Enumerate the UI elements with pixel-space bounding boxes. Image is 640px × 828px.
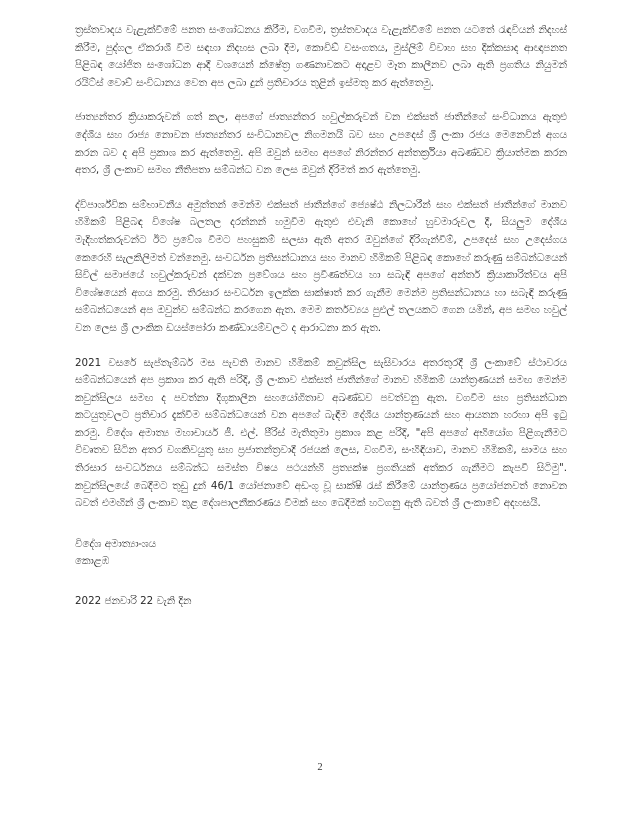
- signature-block: [75, 536, 567, 571]
- body-paragraph-1: ත්‍රස්තවාදය වැළැක්වීමේ පනත සංශෝධනය කිරීම, වගවීම, ත්‍රස්තවාදය වැළැක්වීමේ පනත යටතේ රැඳවියන් නිදහස් කිරීම, පුද්ගල ඒකරාශී වීම සඳහා නිදහස ලබා දීම, කොවිඩ් වසංගතය, මුස්ලිම් විවාහ සහ දික්කසාද ආඥාපනත පිළිබඳ යෝජිත සංශෝධන ආදී වශයෙන් ක්ෂේත්‍ර ගණනාවකට අදාළව මෑත කාලීනව ලබා ඇති ප්‍රගතිය නියුමන් රයිට්ස් වොච් සංවිධානය වෙත අප ලබා දුන් ප්‍රතිචාරය තුළින් ඉස්මතු කර ඇත්තෙමු.: [75, 24, 567, 89]
- body-paragraph-3: ද්විපාර්ශ්වික සම්භාවනීය අමුත්තන් මෙන්ම එක්සත් ජාතීන්ගේ ජ්‍යෙෂ්ඨ නිලධාරීන් සහ එක්සත් ජාතීන්ගේ මානව හිමිකම් පිළිබඳ විශේෂ බලතල දරන්නන් හමුවීම ඇතුළු එවැනි කොහේ හුවමාරුවල දී, සියලුම දේශීය මැදිහත්කරුවන්ට ඊට ප්‍රවේශ වීමට පහසුකම් සලසා ඇති අතර ඔවුන්ගේ දිරිගැන්වීම්, උපදෙස් සහ උදෙස්ගය කෙරෙහි සැලකිලිමත් වන්නෙමු. සංවර්ධන ප්‍රතිසන්ධානය සහ මානව හිමිකම් පිළිබඳ කොහේ කරුණු සම්බන්ධයෙන් සිවිල් සමාජයේ හවුල්කරුවන් දක්වන ප්‍රවේශය සහ ප්‍රවීණත්වය හා සබැඳි අපගේ අන්තර් ක්‍රියාකාරිත්වය අපි විශේෂයෙන් අගය කරමු. තිරසාර සංවර්ධන ඉලක්ක සාක්ෂාත් කර ගැනීම මෙන්ම ප්‍රතිසන්ධානය හා සබැඳි කරුණු සම්බන්ධයෙන් අප ඔවුන්ව සම්බන්ධ කරගෙන ඇත. මෙම කර්තව්‍යය පුළුල් තලයකට ගෙන යමින්, අප සමඟ හවුල් වන ලෙස ශ්‍රී ලාංකික ඩයස්පෝරා කණ්ඩායම්වලට ද ආරාධනා කර ඇත.: [75, 198, 567, 334]
- body-paragraph-2: ජාත්‍යන්තර ක්‍රියාකරුවන් ගත් කල, අපගේ ජාත්‍යන්තර හවුල්කරුවන් වන එක්සත් ජාතීන්ගේ සංවිධානය ඇතුළු දේශීය සහ රාජ්‍ය නොවන ජාත්‍යන්තර සංවිධානවල නිගමනයි බව සහ උපදෙස් ශ්‍රී ලංකා රජය මෙනෙවින් අගය කරන බව ද අපි ප්‍රකාශ කර ඇත්තෙමු. අපි ඔවුන් සමඟ අපගේ නිරන්තර අන්තර්ක්‍රියා අඛණ්ඩව ක්‍රියාත්මක කරන අතර, ශ්‍රී ලංකාව සමඟ නීතිපතා සම්බන්ධ වන ලෙස ඔවුන් දිරිමත් කර ඇත්තෙමු.: [75, 111, 567, 177]
- body-paragraph-4: 2021 වසරේ සැප්තැම්බර් මස පැවති මානව හිමිකම් කවුන්සිල සැසිවාරය අතරතුරදී ශ්‍රී ලංකාවේ ස්ථාවරය සම්බන්ධයෙන් අප ප්‍රකාශ කර ඇති පරිදි, ශ්‍රී ලංකාව එක්සත් ජාතීන්ගේ මානව හිමිකම් යාන්ත්‍රණයන් සමඟ මෙන්ම කවුන්සිලය සමඟ ද පවත්නා දිගුකාලීන සහයෝගිතාව අඛණ්ඩව පවත්වනු ඇත. වගවීම සහ ප්‍රතිසන්ධාන කටයුතුවලට ප්‍රතිචාර දැක්වීම සම්බන්ධයෙන් වන අපගේ බැඳීම දේශීය යාන්ත්‍රණයන් සහ ආයතන හරහා අපි ඉටු කරමු. විදේශ අමාත්‍ය මහාචාර්ය ජී. එල්. පීරිස් මැතිතුමා ප්‍රකාශ කළ පරිදි, "අපි අපගේ අභියෝග පිළිගැනීමට විවෘතව සිටින අතර වගකිවයුතු සහ ප්‍රජාතන්ත්‍රවාදී රජයක් ලෙස, වගවීම, සංහිඳියාව, මානව හිමිකම්, සාමය සහ තිරසාර සංවර්ධනය සම්බන්ධ සමස්ත විෂය පථයන්හි ප්‍රත්‍යක්ෂ ප්‍රගතියක් අත්කර ගැනීමට කැපවී සිටිමු". කවුන්සිලයේ බෙදීමට තුඩු දුන් 46/1 යෝජනාවේ අඩංගු වූ සාක්ෂි රැස් කිරීමේ යාන්ත්‍රණය ප්‍රයෝජනවත් නොවන බවත් එමඟින් ශ්‍රී ලංකාව තුළ දේශපාලනීකරණය වීමක් සහ බෙදීමක් හටගනු ඇති බවත් ශ්‍රී ලංකාවේ අදහසයි.: [75, 356, 567, 510]
- document-body: [75, 22, 567, 611]
- document-date: 2022 ජනවාරි 22 වැනි දින: [75, 595, 192, 608]
- signature-city: කොළඹ: [75, 555, 110, 568]
- signature-ministry: විදේශ අමාත්‍යාංශය: [75, 537, 157, 550]
- page-number: 2: [317, 762, 323, 773]
